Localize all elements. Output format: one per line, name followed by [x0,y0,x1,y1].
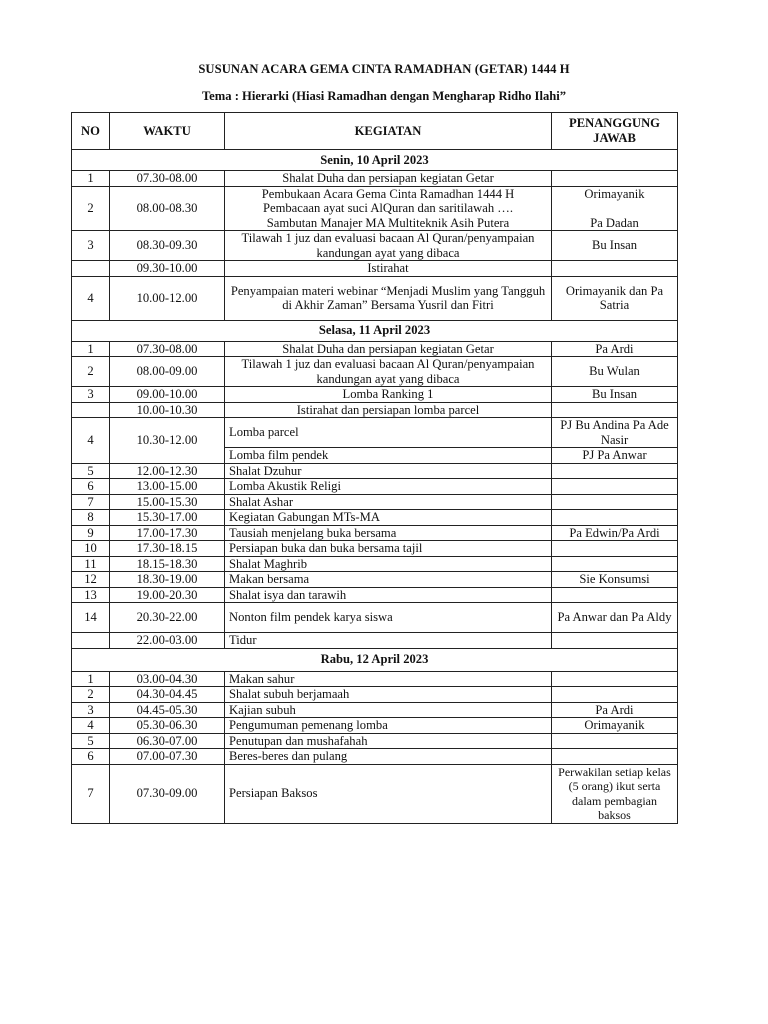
cell-no: 4 [72,276,110,320]
cell-waktu: 10.30-12.00 [110,418,225,464]
cell-waktu: 20.30-22.00 [110,603,225,633]
cell-no [72,402,110,418]
cell-no [72,261,110,277]
cell-no: 11 [72,556,110,572]
day-row [72,150,678,171]
cell-kegiatan: Shalat isya dan tarawih [225,587,552,603]
table-row [72,603,678,633]
table-row [72,402,678,418]
cell-no: 6 [72,479,110,495]
cell-kegiatan: Kegiatan Gabungan MTs-MA [225,510,552,526]
cell-waktu: 15.00-15.30 [110,494,225,510]
cell-no: 2 [72,357,110,387]
cell-waktu: 13.00-15.00 [110,479,225,495]
cell-kegiatan: Tausiah menjelang buka bersama [225,525,552,541]
cell-pj: PJ Pa Anwar [552,448,678,464]
cell-pj: Perwakilan setiap kelas (5 orang) ikut serta dalam pembagian baksos [552,764,678,823]
cell-kegiatan: Shalat subuh berjamaah [225,687,552,703]
header-waktu: WAKTU [110,113,225,150]
cell-no: 9 [72,525,110,541]
table-row [72,510,678,526]
cell-pj: Orimayanik [552,718,678,734]
cell-kegiatan: Lomba parcel [225,418,552,448]
cell-kegiatan: Makan sahur [225,671,552,687]
table-row [72,541,678,557]
cell-kegiatan: Lomba Akustik Religi [225,479,552,495]
cell-kegiatan: Persiapan buka dan buka bersama tajil [225,541,552,557]
cell-waktu: 22.00-03.00 [110,633,225,649]
header-no: NO [72,113,110,150]
table-row [72,587,678,603]
table-row [72,171,678,187]
cell-no: 1 [72,171,110,187]
day-row [72,320,678,341]
cell-no: 3 [72,387,110,403]
cell-waktu: 09.00-10.00 [110,387,225,403]
cell-pj [552,494,678,510]
cell-no: 2 [72,186,110,231]
table-row [72,186,678,231]
schedule-table [71,112,678,824]
table-row [72,261,678,277]
cell-kegiatan: Nonton film pendek karya siswa [225,603,552,633]
header-kegiatan: KEGIATAN [225,113,552,150]
cell-no: 13 [72,587,110,603]
cell-kegiatan: Pengumuman pemenang lomba [225,718,552,734]
table-row [72,231,678,261]
cell-kegiatan: Pembukaan Acara Gema Cinta Ramadhan 1444 H Pembacaan ayat suci AlQuran dan saritilawah …. Sambutan Manajer MA Multiteknik Asih Putera [225,186,552,231]
cell-waktu: 10.00-10.30 [110,402,225,418]
cell-kegiatan: Penyampaian materi webinar “Menjadi Muslim yang Tangguh di Akhir Zaman” Bersama Yusril dan Fitri [225,276,552,320]
cell-no: 7 [72,494,110,510]
cell-pj [552,510,678,526]
cell-kegiatan: Tilawah 1 juz dan evaluasi bacaan Al Quran/penyampaian kandungan ayat yang dibaca [225,231,552,261]
cell-waktu: 07.30-08.00 [110,341,225,357]
cell-pj: Sie Konsumsi [552,572,678,588]
cell-pj: Bu Insan [552,387,678,403]
table-row [72,572,678,588]
cell-waktu: 18.15-18.30 [110,556,225,572]
cell-no: 4 [72,418,110,464]
table-row [72,341,678,357]
cell-waktu: 04.30-04.45 [110,687,225,703]
table-header-row [72,113,678,150]
cell-no: 8 [72,510,110,526]
table-row [72,525,678,541]
cell-kegiatan: Tidur [225,633,552,649]
table-row [72,687,678,703]
table-row [72,387,678,403]
table-row [72,556,678,572]
table-row [72,718,678,734]
cell-pj [552,261,678,277]
cell-waktu: 08.00-08.30 [110,186,225,231]
cell-pj [552,402,678,418]
table-row [72,633,678,649]
cell-kegiatan: Lomba Ranking 1 [225,387,552,403]
cell-pj: Orimayanik Pa Dadan [552,186,678,231]
cell-no: 3 [72,702,110,718]
table-row [72,463,678,479]
cell-no: 14 [72,603,110,633]
cell-waktu: 08.00-09.00 [110,357,225,387]
cell-waktu: 17.30-18.15 [110,541,225,557]
cell-waktu: 03.00-04.30 [110,671,225,687]
cell-no: 12 [72,572,110,588]
cell-pj [552,463,678,479]
cell-no: 10 [72,541,110,557]
cell-no: 1 [72,671,110,687]
header-pj: PENANGGUNG JAWAB [552,113,678,150]
cell-pj: Bu Insan [552,231,678,261]
cell-pj [552,633,678,649]
cell-pj [552,556,678,572]
cell-waktu: 12.00-12.30 [110,463,225,479]
cell-pj: Pa Ardi [552,341,678,357]
cell-no: 7 [72,764,110,823]
table-row [72,479,678,495]
cell-waktu: 06.30-07.00 [110,733,225,749]
day-label: Rabu, 12 April 2023 [72,648,678,671]
cell-waktu: 15.30-17.00 [110,510,225,526]
day-label: Senin, 10 April 2023 [72,150,678,171]
cell-waktu: 10.00-12.00 [110,276,225,320]
cell-waktu: 07.00-07.30 [110,749,225,765]
table-row [72,671,678,687]
cell-kegiatan: Beres-beres dan pulang [225,749,552,765]
cell-waktu: 18.30-19.00 [110,572,225,588]
cell-waktu: 09.30-10.00 [110,261,225,277]
cell-pj [552,171,678,187]
cell-kegiatan: Shalat Duha dan persiapan kegiatan Getar [225,341,552,357]
table-row [72,733,678,749]
table-row [72,276,678,320]
cell-kegiatan: Istirahat dan persiapan lomba parcel [225,402,552,418]
cell-pj [552,671,678,687]
cell-no: 5 [72,733,110,749]
cell-no: 3 [72,231,110,261]
cell-kegiatan: Tilawah 1 juz dan evaluasi bacaan Al Quran/penyampaian kandungan ayat yang dibaca [225,357,552,387]
cell-pj: Bu Wulan [552,357,678,387]
cell-waktu: 07.30-09.00 [110,764,225,823]
day-row [72,648,678,671]
cell-kegiatan: Lomba film pendek [225,448,552,464]
cell-kegiatan: Kajian subuh [225,702,552,718]
cell-kegiatan: Shalat Duha dan persiapan kegiatan Getar [225,171,552,187]
cell-pj [552,587,678,603]
cell-pj [552,541,678,557]
cell-kegiatan: Makan bersama [225,572,552,588]
cell-pj: PJ Bu Andina Pa Ade Nasir [552,418,678,448]
cell-kegiatan: Penutupan dan mushafahah [225,733,552,749]
cell-kegiatan: Shalat Dzuhur [225,463,552,479]
cell-kegiatan: Shalat Ashar [225,494,552,510]
cell-kegiatan: Istirahat [225,261,552,277]
cell-pj [552,687,678,703]
table-row [72,764,678,823]
cell-waktu: 05.30-06.30 [110,718,225,734]
cell-pj [552,749,678,765]
table-row [72,749,678,765]
cell-pj: Pa Anwar dan Pa Aldy [552,603,678,633]
cell-waktu: 08.30-09.30 [110,231,225,261]
cell-kegiatan: Persiapan Baksos [225,764,552,823]
cell-pj: Pa Edwin/Pa Ardi [552,525,678,541]
table-row [72,418,678,448]
cell-pj: Pa Ardi [552,702,678,718]
table-row [72,702,678,718]
document-title: SUSUNAN ACARA GEMA CINTA RAMADHAN (GETAR) 1444 H [198,62,570,76]
cell-pj [552,479,678,495]
cell-waktu: 19.00-20.30 [110,587,225,603]
cell-kegiatan: Shalat Maghrib [225,556,552,572]
cell-no: 6 [72,749,110,765]
cell-waktu: 04.45-05.30 [110,702,225,718]
cell-no: 2 [72,687,110,703]
cell-waktu: 07.30-08.00 [110,171,225,187]
table-row [72,494,678,510]
day-label: Selasa, 11 April 2023 [72,320,678,341]
cell-no: 1 [72,341,110,357]
cell-pj [552,733,678,749]
cell-no [72,633,110,649]
document-theme: Tema : Hierarki (Hiasi Ramadhan dengan Mengharap Ridho Ilahi” [201,89,567,103]
cell-no: 5 [72,463,110,479]
cell-pj: Orimayanik dan Pa Satria [552,276,678,320]
cell-waktu: 17.00-17.30 [110,525,225,541]
table-row [72,357,678,387]
cell-no: 4 [72,718,110,734]
